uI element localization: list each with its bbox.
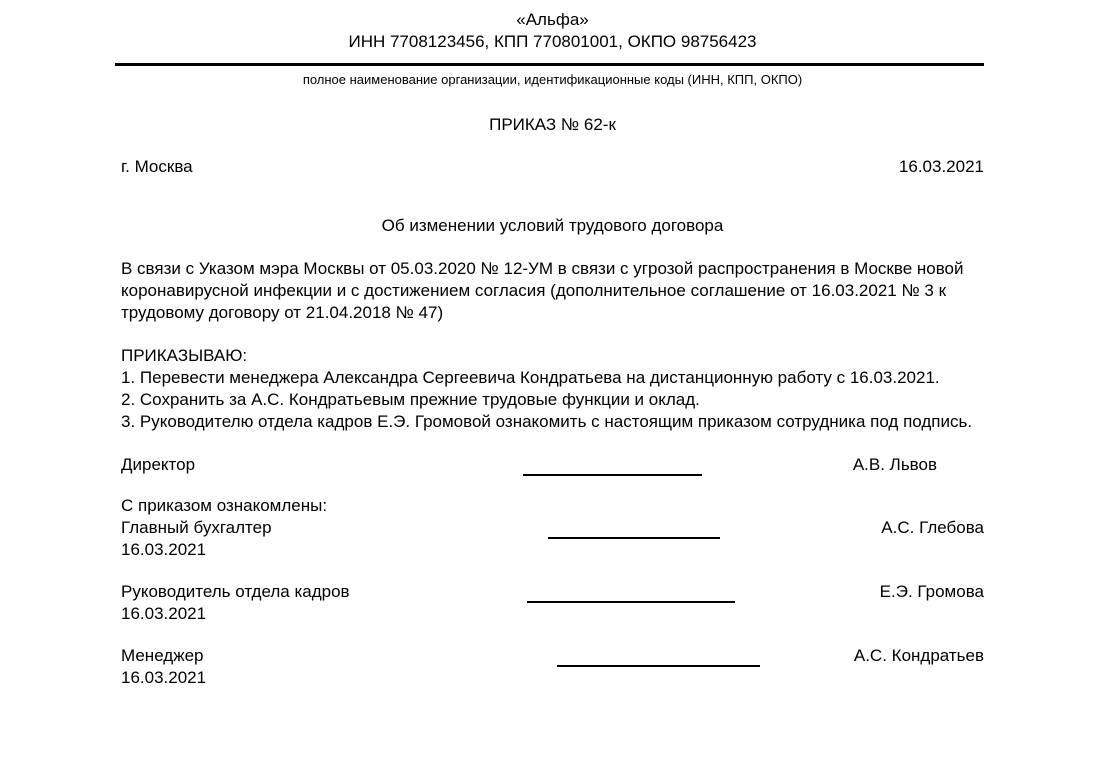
signature-title: Менеджер: [121, 646, 204, 665]
resolution-heading: ПРИКАЗЫВАЮ:: [121, 346, 248, 365]
signature-row: [121, 645, 984, 667]
org-codes: ИНН 7708123456, КПП 770801001, ОКПО 98756423: [348, 32, 757, 51]
header-divider: [115, 63, 984, 66]
signature-line: [527, 581, 735, 603]
signature-line: [557, 645, 760, 667]
signature-name: А.С. Глебова: [881, 518, 984, 537]
signature-block-manager: [121, 645, 984, 689]
signature-title: Руководитель отдела кадров: [121, 582, 350, 601]
signature-name: А.С. Кондратьев: [853, 646, 984, 665]
signature-line: [548, 517, 720, 539]
city-date-row: [121, 156, 984, 178]
resolution-block: [121, 345, 984, 433]
signature-block-chief-accountant: [121, 517, 984, 561]
signature-line-director: [523, 454, 702, 476]
signature-row-director: [121, 454, 984, 476]
signature-name: Е.Э. Громова: [879, 582, 984, 601]
org-name: «Альфа»: [516, 10, 589, 29]
org-caption: полное наименование организации, идентификационные коды (ИНН, КПП, ОКПО): [302, 72, 803, 87]
signature-title: Главный бухгалтер: [121, 518, 272, 537]
acknowledged-heading: С приказом ознакомлены:: [121, 496, 328, 515]
order-city: г. Москва: [121, 157, 193, 176]
order-title: ПРИКАЗ № 62-к: [489, 115, 616, 134]
signature-date: 16.03.2021: [121, 540, 207, 559]
resolution-item: 2. Сохранить за А.С. Кондратьевым прежние трудовые функции и оклад.: [121, 390, 700, 409]
signature-block-hr-head: [121, 581, 984, 625]
signature-row: [121, 581, 984, 603]
order-date: 16.03.2021: [898, 157, 984, 176]
signature-row: [121, 517, 984, 539]
order-subject: Об изменении условий трудового договора: [381, 216, 724, 235]
signature-date: 16.03.2021: [121, 604, 207, 623]
order-preamble: В связи с Указом мэра Москвы от 05.03.2020 № 12-УМ в связи с угрозой распространения в Москве новой коронавирусной инфекции и с достижением согласия (дополнительное соглашение от 16.03.2021 № 3 к трудовому договору от 21.04.2018 № 47): [121, 259, 964, 322]
signature-date: 16.03.2021: [121, 668, 207, 687]
signature-title-director: Директор: [121, 455, 196, 474]
signature-name-director: А.В. Львов: [852, 455, 937, 474]
resolution-item: 1. Перевести менеджера Александра Сергеевича Кондратьева на дистанционную работу с 16.03.2021.: [121, 368, 940, 387]
resolution-item: 3. Руководителю отдела кадров Е.Э. Громовой ознакомить с настоящим приказом сотрудника под подпись.: [121, 412, 973, 431]
